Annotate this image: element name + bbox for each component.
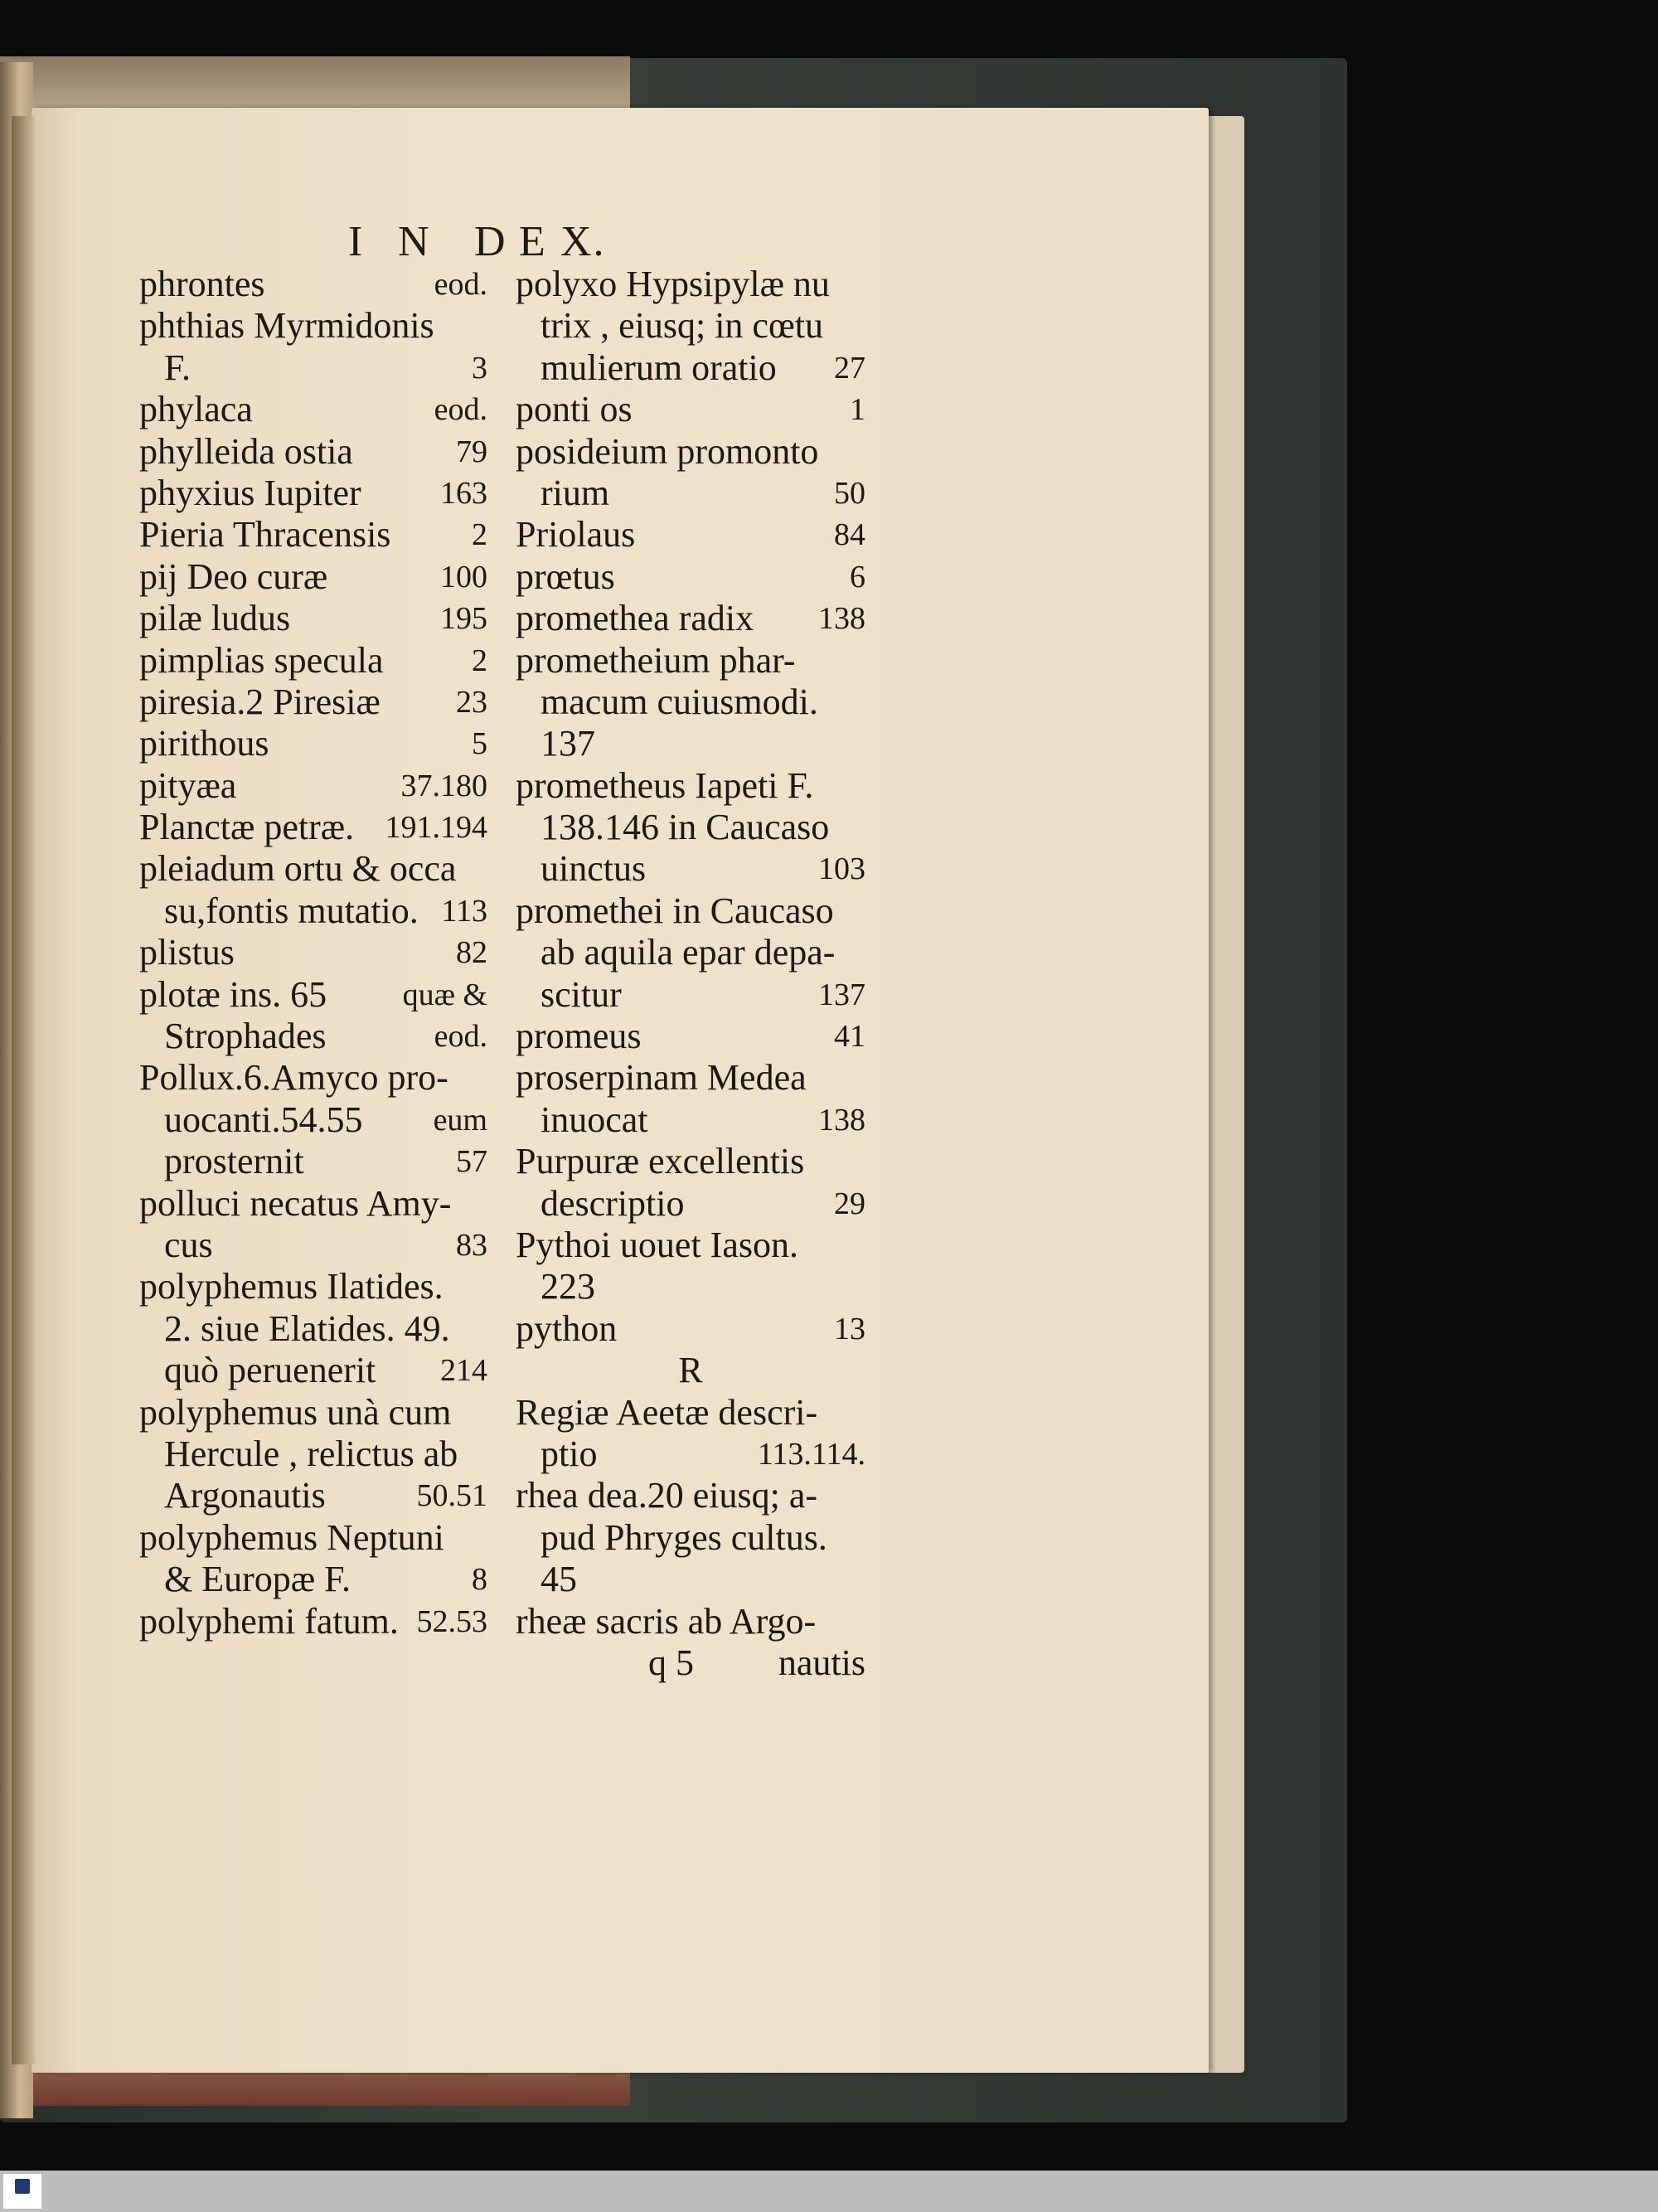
index-entry-text: pityæa	[139, 764, 237, 806]
index-entry	[139, 473, 487, 514]
index-entry-page: 138	[818, 1102, 865, 1138]
index-entry	[139, 1057, 487, 1099]
index-entry	[516, 1559, 865, 1600]
index-entry-text: promethei in Caucaso	[516, 890, 834, 931]
index-entry-text: pij Deo curæ	[139, 555, 328, 597]
header-letter: X.	[560, 218, 606, 265]
index-entry-page: 113.114.	[757, 1436, 865, 1472]
index-entry-text: Pythoi uouet Iason.	[516, 1224, 798, 1265]
index-entry	[139, 556, 487, 598]
index-entry-page: 103	[818, 851, 865, 887]
index-entry-text: python	[516, 1307, 618, 1349]
index-entry	[516, 389, 865, 430]
index-entry-text: proserpinam Medea	[516, 1057, 807, 1099]
index-entry-page: 50	[834, 475, 865, 511]
index-entry-page: 29	[834, 1186, 865, 1221]
index-entry-text: 2. siue Elatides. 49.	[164, 1307, 450, 1349]
signature-mark: q 5	[648, 1642, 694, 1683]
index-entry-page: 41	[834, 1019, 865, 1055]
index-entry	[516, 1141, 865, 1182]
catchword: nautis	[778, 1642, 865, 1683]
index-entry	[139, 305, 487, 347]
header-letter: I	[348, 218, 365, 265]
index-entry-text: descriptio	[541, 1182, 685, 1224]
index-entry-page: 13	[834, 1311, 865, 1346]
index-entry	[516, 1601, 865, 1642]
index-entry	[516, 682, 865, 723]
index-entry-text: plistus	[139, 932, 235, 973]
index-entry-text: phyxius Iupiter	[139, 472, 361, 513]
index-entry	[139, 1559, 487, 1600]
index-entry	[139, 514, 487, 555]
index-entry-text: polyphemus Ilatides.	[139, 1266, 444, 1307]
cover-top-edge	[0, 56, 630, 114]
index-entry	[516, 723, 865, 764]
index-entry-text: Strophades	[164, 1016, 327, 1057]
index-entry-text: Pollux.6.Amyco pro-	[139, 1057, 448, 1099]
index-entry-text: phthias Myrmidonis	[139, 305, 434, 347]
index-entry	[516, 1308, 865, 1350]
index-entry-page: 84	[834, 517, 865, 553]
index-entry-page: eod.	[434, 1019, 487, 1055]
index-column-right	[516, 264, 865, 1684]
index-entry	[516, 1517, 865, 1559]
index-entry	[139, 1099, 487, 1141]
index-entry	[516, 848, 865, 890]
index-entry-page: 82	[456, 935, 487, 971]
index-entry	[139, 682, 487, 723]
index-entry	[139, 765, 487, 807]
index-entry-text: rium	[541, 472, 610, 513]
index-entry-page: eod.	[434, 392, 487, 428]
index-entry-text: rhea dea.20 eiusq; a-	[516, 1475, 818, 1516]
index-entry-text: Purpuræ excellentis	[516, 1141, 805, 1182]
index-entry	[516, 932, 865, 973]
index-entry	[139, 932, 487, 973]
index-entry	[516, 1099, 865, 1141]
index-entry-text: R	[678, 1350, 703, 1391]
index-entry	[139, 1183, 487, 1225]
index-entry-page: 214	[440, 1353, 487, 1389]
index-entry	[139, 974, 487, 1016]
index-entry	[139, 264, 487, 305]
index-entry-page: 6	[850, 559, 865, 594]
index-entry	[139, 807, 487, 848]
index-entry-page: 137	[818, 977, 865, 1012]
index-entry-page: eum	[433, 1102, 487, 1138]
index-entry	[516, 514, 865, 555]
index-entry-text: piresia.2 Piresiæ	[139, 681, 381, 722]
index-entry	[516, 807, 865, 848]
index-entry-text: plotæ ins. 65	[139, 973, 327, 1015]
index-entry-page: 2	[472, 643, 487, 678]
index-entry-page: 113	[441, 893, 487, 929]
index-entry-page: 1	[850, 392, 865, 428]
index-entry	[139, 598, 487, 639]
index-entry-page: 3	[472, 350, 487, 386]
index-entry	[139, 1517, 487, 1559]
index-entry-text: prometheium phar-	[516, 639, 796, 681]
index-entry	[516, 1475, 865, 1516]
index-entry-page: 23	[456, 684, 487, 720]
page-gutter	[12, 116, 35, 2064]
index-entry-text: 137	[541, 723, 595, 764]
index-entry-text: quò peruenerit	[164, 1350, 376, 1391]
index-entry-page: 195	[440, 601, 487, 637]
header-letter: E	[519, 218, 547, 265]
index-entry-text: Planctæ petræ.	[139, 807, 355, 848]
index-entry-text: polyphemus Neptuni	[139, 1516, 444, 1558]
index-entry-text: uocanti.54.55	[164, 1099, 363, 1140]
index-entry-text: scitur	[541, 973, 622, 1015]
index-entry-page: 83	[456, 1227, 487, 1263]
index-entry-text: ptio	[541, 1433, 598, 1474]
index-entry	[516, 1225, 865, 1266]
index-entry-text: polluci necatus Amy-	[139, 1182, 452, 1224]
index-entry	[516, 305, 865, 347]
index-entry	[139, 1141, 487, 1182]
logo-mark-icon	[15, 2179, 30, 2194]
index-entry	[139, 1392, 487, 1433]
index-entry	[516, 1266, 865, 1307]
index-entry	[516, 556, 865, 598]
index-entry	[139, 1601, 487, 1642]
index-entry-text: phylleida ostia	[139, 430, 353, 472]
index-entry-text: cus	[164, 1224, 213, 1265]
index-entry-text: pimplias specula	[139, 639, 384, 681]
index-entry	[139, 389, 487, 430]
viewer-status-bar	[0, 2171, 1658, 2212]
index-entry-text: 45	[541, 1559, 577, 1600]
index-entry	[139, 1225, 487, 1266]
index-entry-page: 52.53	[416, 1603, 487, 1639]
index-entry-page: eod.	[434, 267, 487, 302]
index-entry-page: 57	[456, 1144, 487, 1180]
index-entry-text: Argonautis	[164, 1475, 326, 1516]
index-entry	[516, 765, 865, 807]
index-entry-page: 5	[472, 726, 487, 762]
index-entry-text: macum cuiusmodi.	[541, 681, 818, 722]
index-entry	[516, 1183, 865, 1225]
index-entry	[516, 431, 865, 473]
index-entry-text: ab aquila epar depa-	[541, 932, 836, 973]
index-entry	[516, 1057, 865, 1099]
index-entry-text: pleiadum ortu & occa	[139, 848, 457, 890]
index-entry	[516, 640, 865, 682]
index-entry-text: 138.146 in Caucaso	[541, 807, 830, 848]
index-entry-page: 2	[472, 517, 487, 553]
index-entry	[516, 890, 865, 932]
index-entry-page: 79	[456, 434, 487, 469]
index-entry-page: 8	[472, 1562, 487, 1598]
index-entry-page: 37.180	[400, 768, 487, 803]
index-entry	[516, 1016, 865, 1057]
index-entry	[516, 974, 865, 1016]
library-logo	[3, 2174, 41, 2209]
index-entry-text: F.	[164, 347, 191, 388]
index-entry	[139, 848, 487, 890]
header-letter: D	[474, 218, 507, 265]
index-entry-text: polyphemi fatum.	[139, 1600, 399, 1642]
index-entry-text: pud Phryges cultus.	[541, 1516, 827, 1558]
index-entry	[516, 598, 865, 639]
index-entry	[139, 1475, 487, 1516]
index-entry-page: 50.51	[416, 1478, 487, 1514]
index-entry-text: ponti os	[516, 389, 633, 430]
index-entry	[139, 723, 487, 764]
index-entry	[516, 264, 865, 305]
index-entry-page: 163	[440, 475, 487, 511]
index-entry-page: 100	[440, 559, 487, 594]
index-entry-text: inuocat	[541, 1099, 648, 1140]
index-entry-text: polyphemus unà cum	[139, 1391, 452, 1433]
index-entry	[139, 431, 487, 473]
index-entry-text: Hercule , relictus ab	[164, 1433, 458, 1474]
index-entry	[139, 1266, 487, 1307]
index-entry-page: 191.194	[385, 810, 487, 846]
section-letter-heading	[516, 1350, 865, 1391]
index-entry-text: rheæ sacris ab Argo-	[516, 1600, 817, 1642]
index-entry-text: Regiæ Aeetæ descri-	[516, 1391, 818, 1433]
index-entry-text: trix , eiusq; in cœtu	[541, 305, 823, 347]
index-entry	[516, 347, 865, 389]
index-entry	[139, 640, 487, 682]
index-entry-text: pilæ ludus	[139, 598, 291, 639]
index-entry	[139, 890, 487, 932]
header-letter: N	[398, 218, 431, 265]
index-entry-text: posideium promonto	[516, 430, 819, 472]
index-entry-text: su,fontis mutatio.	[164, 890, 419, 931]
index-entry	[139, 1433, 487, 1475]
index-entry-text: Priolaus	[516, 514, 636, 555]
index-entry	[139, 1016, 487, 1057]
index-entry-text: phrontes	[139, 264, 265, 304]
index-entry-page: quæ &	[402, 977, 487, 1012]
index-entry	[139, 1350, 487, 1391]
index-entry	[139, 1308, 487, 1350]
index-entry-text: polyxo Hypsipylæ nu	[516, 264, 830, 304]
index-entry-text: promethea radix	[516, 598, 754, 639]
index-entry	[139, 347, 487, 389]
index-entry	[516, 473, 865, 514]
index-entry	[516, 1392, 865, 1433]
index-entry-text: Pieria Thracensis	[139, 514, 391, 555]
index-entry-text: promeus	[516, 1016, 642, 1057]
index-entry-text: prœtus	[516, 555, 615, 597]
index-entry-page: 27	[834, 350, 865, 386]
index-entry-text: uinctus	[541, 848, 647, 890]
index-entry-text: phylaca	[139, 389, 253, 430]
index-entry-text: & Europæ F.	[164, 1559, 351, 1600]
index-column-left	[139, 264, 487, 1642]
index-entry-text: mulierum oratio	[541, 347, 777, 388]
index-entry-text: prosternit	[164, 1141, 304, 1182]
index-entry	[516, 1433, 865, 1475]
index-entry-text: 223	[541, 1266, 595, 1307]
index-entry-page: 138	[818, 601, 865, 637]
index-entry-text: prometheus Iapeti F.	[516, 764, 814, 806]
page-footer	[516, 1642, 865, 1684]
index-entry-text: pirithous	[139, 723, 269, 764]
